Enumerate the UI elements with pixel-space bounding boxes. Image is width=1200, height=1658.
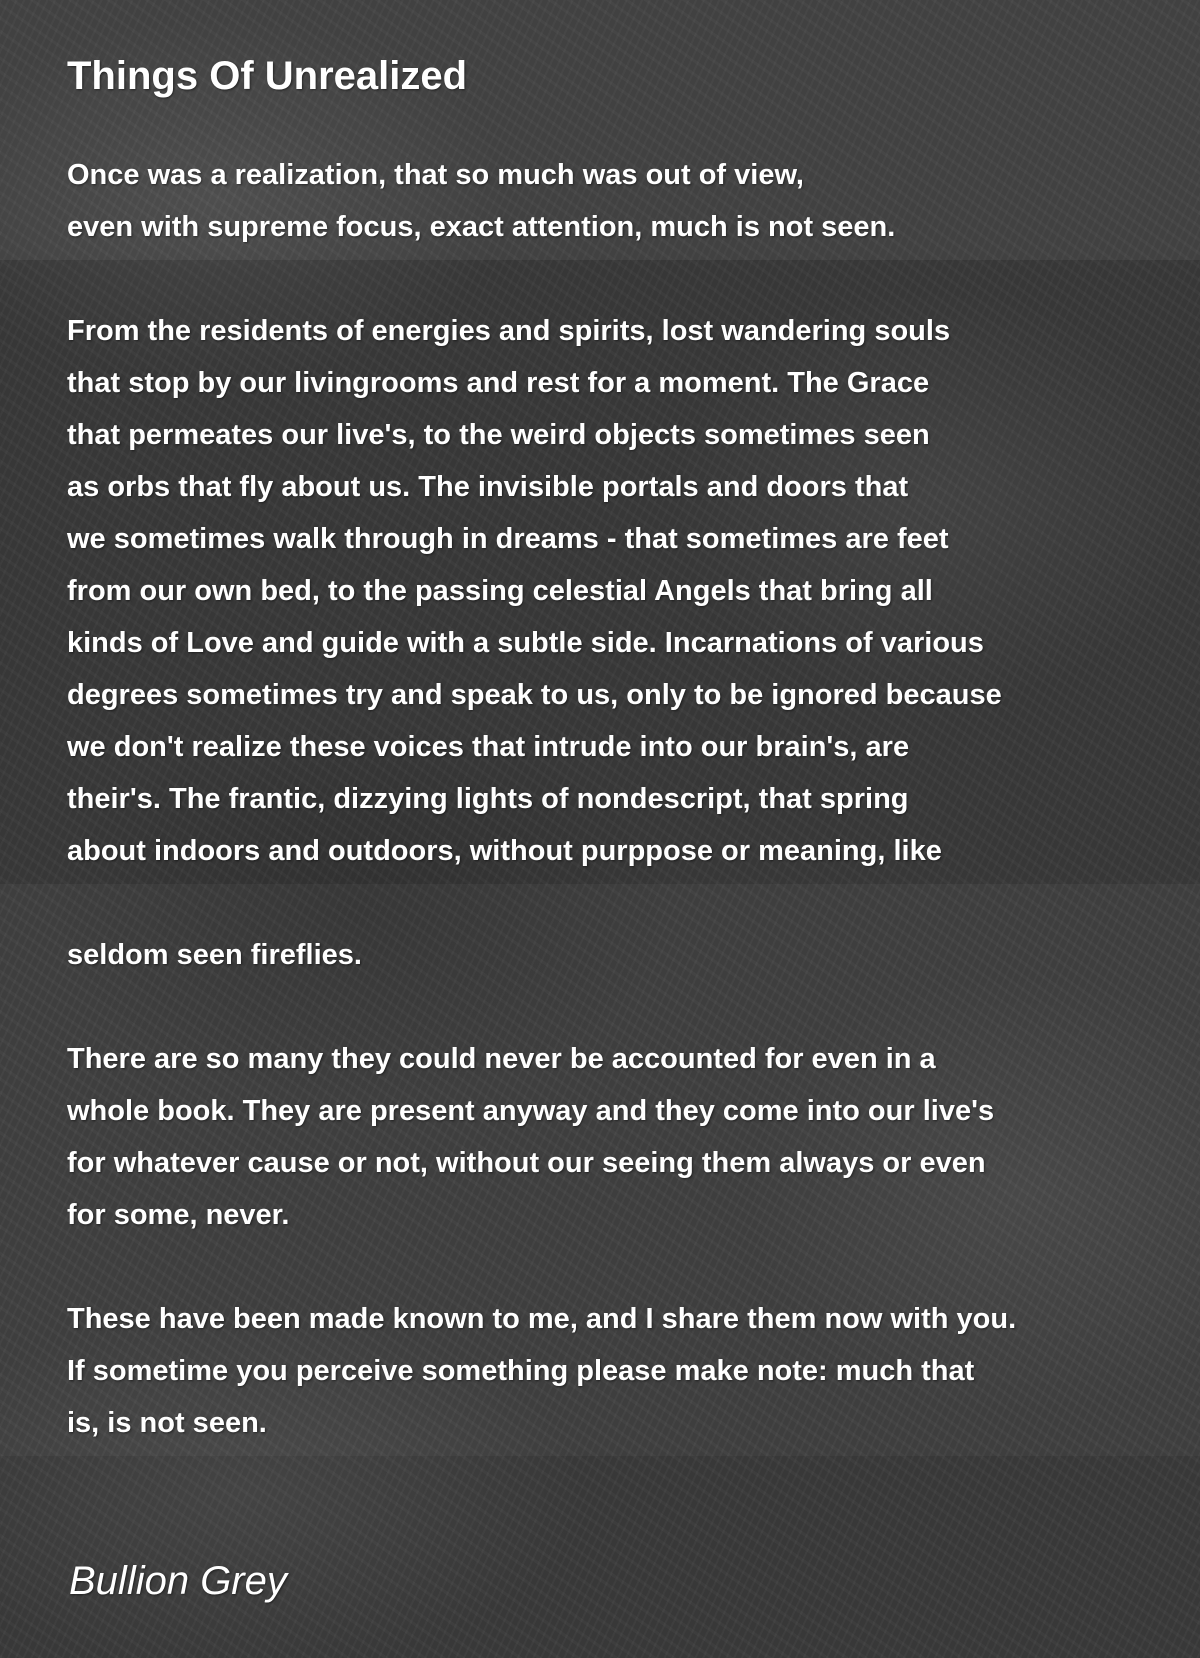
poem-author: Bullion Grey <box>69 1559 287 1603</box>
poem-line: as orbs that fly about us. The invisible portals and doors that <box>67 471 909 503</box>
stanza-1 <box>67 149 1177 253</box>
poem-line: we sometimes walk through in dreams - that sometimes are feet <box>67 523 949 555</box>
stanza-break <box>67 1241 1177 1293</box>
stanza-break <box>67 981 1177 1033</box>
poem-line: about indoors and outdoors, without purppose or meaning, like <box>67 835 942 867</box>
stanza-break <box>67 877 1177 929</box>
poem-line: whole book. They are present anyway and they come into our live's <box>67 1095 995 1127</box>
poem-line: their's. The frantic, dizzying lights of nondescript, that spring <box>67 783 909 815</box>
poem-line: for some, never. <box>67 1199 290 1231</box>
poem-line: degrees sometimes try and speak to us, only to be ignored because <box>67 679 1002 711</box>
stanza-5 <box>67 1293 1177 1449</box>
stanza-break <box>67 253 1177 305</box>
poem-line: even with supreme focus, exact attention, much is not seen. <box>67 211 896 243</box>
poem-line: we don't realize these voices that intrude into our brain's, are <box>67 731 910 763</box>
stanza-3 <box>67 929 1177 981</box>
poem-line: from our own bed, to the passing celestial Angels that bring all <box>67 575 933 607</box>
poem-line: kinds of Love and guide with a subtle side. Incarnations of various <box>67 627 984 659</box>
poem-line: seldom seen fireflies. <box>67 939 362 971</box>
poem-line: There are so many they could never be accounted for even in a <box>67 1043 936 1075</box>
poem-line: If sometime you perceive something please make note: much that <box>67 1355 975 1387</box>
poem-line: These have been made known to me, and I share them now with you. <box>67 1303 1017 1335</box>
stanza-4 <box>67 1033 1177 1241</box>
poem-line: From the residents of energies and spirits, lost wandering souls <box>67 315 951 347</box>
poem-line: is, is not seen. <box>67 1407 267 1439</box>
poem-line: that permeates our live's, to the weird objects sometimes seen <box>67 419 930 451</box>
poem-line: Once was a realization, that so much was out of view, <box>67 159 804 191</box>
stanza-2 <box>67 305 1177 877</box>
poem-line: that stop by our livingrooms and rest for a moment. The Grace <box>67 367 930 399</box>
poem-line: for whatever cause or not, without our seeing them always or even <box>67 1147 986 1179</box>
poem-body <box>67 149 1177 1449</box>
poem-title: Things Of Unrealized <box>67 54 468 98</box>
